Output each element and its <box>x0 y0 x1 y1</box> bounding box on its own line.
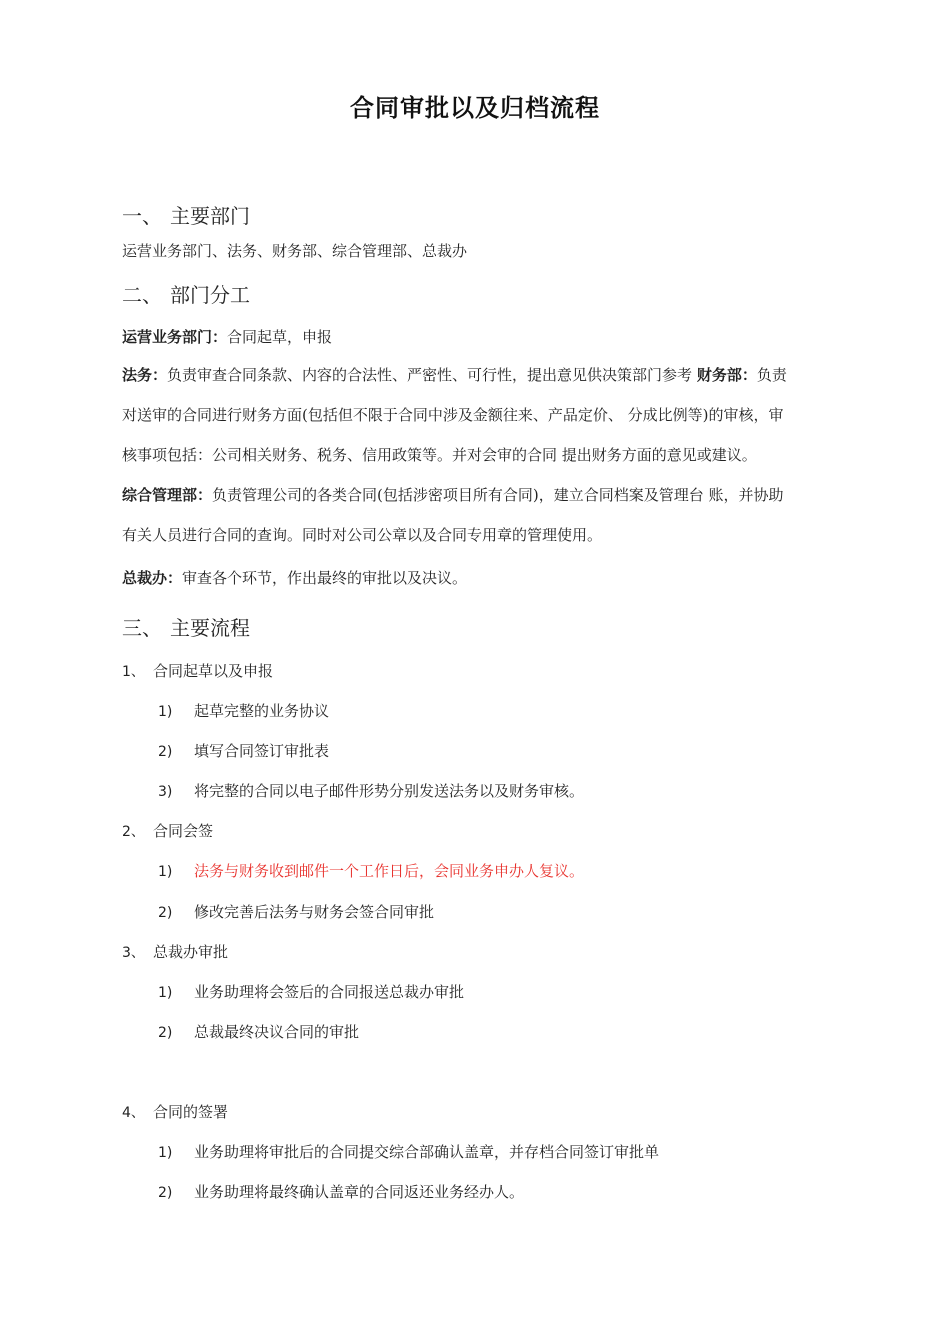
substep-number: 2) <box>158 1025 173 1041</box>
paragraph-line: 有关人员进行合同的查询。同时对公司公章以及合同专用章的管理使用。 <box>122 526 603 544</box>
ceo-duty <box>122 567 826 588</box>
section-heading-division <box>122 279 250 308</box>
substep-text: 业务助理将会签后的合同报送总裁办审批 <box>194 983 465 1001</box>
legal-text: 负责审查合同条款、内容的合法性、严密性、可行性，提出意见供决策部门参考 <box>167 366 693 384</box>
legal-label: 法务： <box>122 366 168 384</box>
admin-label: 综合管理部： <box>122 486 213 504</box>
section-heading-process <box>122 612 250 641</box>
step-number: 4、 <box>122 1105 145 1121</box>
section-title: 主要部门 <box>170 204 250 228</box>
substep-text: 将完整的合同以电子邮件形势分别发送法务以及财务审核。 <box>194 782 585 800</box>
process-substep <box>158 981 464 1002</box>
substep-number: 1) <box>158 864 173 880</box>
document-title: 合同审批以及归档流程 <box>350 94 600 122</box>
ops-text: 合同起草，申报 <box>227 328 333 346</box>
step-text: 总裁办审批 <box>153 943 229 961</box>
ceo-label: 总裁办： <box>122 569 183 587</box>
paragraph-line <box>122 475 826 515</box>
step-number: 1、 <box>122 664 145 680</box>
paragraph-line: 对送审的合同进行财务方面(包括但不限于合同中涉及金额往来、产品定价、 分成比例等)的审核，审 <box>122 406 784 424</box>
paragraph-line: 核事项包括：公司相关财务、税务、信用政策等。并对会审的合同 提出财务方面的意见或建议。 <box>122 446 757 464</box>
step-text: 合同会签 <box>153 822 214 840</box>
step-text: 合同起草以及申报 <box>153 662 274 680</box>
substep-text: 填写合同签订审批表 <box>194 742 330 760</box>
process-substep <box>158 740 329 761</box>
process-substep <box>158 1181 524 1202</box>
substep-number: 2) <box>158 905 173 921</box>
substep-number: 1) <box>158 985 173 1001</box>
process-substep <box>158 1021 359 1042</box>
substep-text: 业务助理将审批后的合同提交综合部确认盖章，并存档合同签订审批单 <box>194 1143 660 1161</box>
substep-text-highlight: 法务与财务收到邮件一个工作日后，会同业务申办人复议。 <box>194 862 585 880</box>
legal-finance-duty <box>122 355 826 475</box>
substep-text: 起草完整的业务协议 <box>194 702 330 720</box>
paragraph-line <box>122 355 826 395</box>
process-substep <box>158 780 584 801</box>
process-substep <box>158 700 329 721</box>
substep-number: 2) <box>158 744 173 760</box>
substep-text: 总裁最终决议合同的审批 <box>194 1023 360 1041</box>
section-number: 三、 <box>122 616 162 640</box>
substep-text: 业务助理将最终确认盖章的合同返还业务经办人。 <box>194 1183 525 1201</box>
process-substep <box>158 901 434 922</box>
process-step <box>122 1101 228 1122</box>
finance-label: 财务部： <box>696 366 757 384</box>
section-title: 主要流程 <box>170 616 250 640</box>
substep-text: 修改完善后法务与财务会签合同审批 <box>194 903 435 921</box>
section-number: 二、 <box>122 283 162 307</box>
ops-duty <box>122 326 826 347</box>
process-step <box>122 820 213 841</box>
step-text: 合同的签署 <box>153 1103 229 1121</box>
process-step <box>122 941 228 962</box>
finance-text: 负责 <box>756 366 787 384</box>
section-title: 部门分工 <box>170 283 250 307</box>
process-substep <box>158 860 584 881</box>
section-heading-departments <box>122 200 250 229</box>
substep-number: 1) <box>158 1145 173 1161</box>
admin-duty <box>122 475 826 555</box>
substep-number: 3) <box>158 784 173 800</box>
process-substep <box>158 1141 659 1162</box>
substep-number: 1) <box>158 704 173 720</box>
ops-label: 运营业务部门： <box>122 328 228 346</box>
substep-number: 2) <box>158 1185 173 1201</box>
ceo-text: 审查各个环节，作出最终的审批以及决议。 <box>182 569 468 587</box>
department-list: 运营业务部门、法务、财务部、综合管理部、总裁办 <box>122 242 468 260</box>
section-number: 一、 <box>122 204 162 228</box>
step-number: 3、 <box>122 945 145 961</box>
process-step <box>122 660 273 681</box>
step-number: 2、 <box>122 824 145 840</box>
admin-text: 负责管理公司的各类合同(包括涉密项目所有合同)，建立合同档案及管理台 账，并协助 <box>212 486 784 504</box>
